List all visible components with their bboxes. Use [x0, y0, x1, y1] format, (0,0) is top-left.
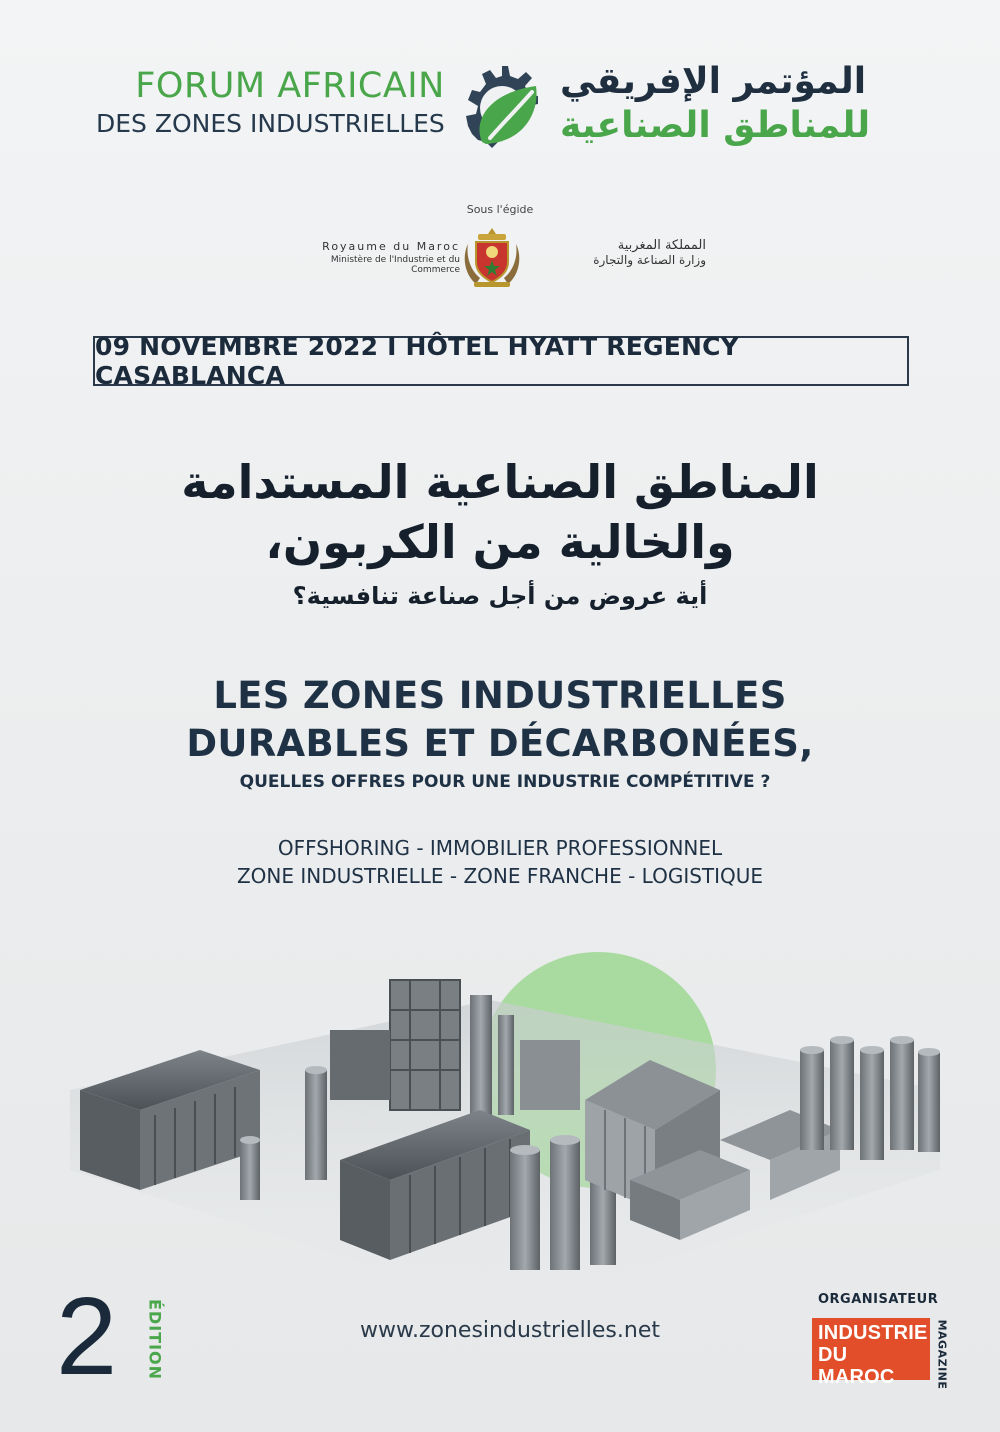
ministry-name-ar: وزارة الصناعة والتجارة	[593, 253, 706, 267]
forum-name-ar-line2: للمناطق الصناعية	[560, 105, 871, 146]
theme-ar-line2: والخالية من الكربون،	[265, 515, 735, 569]
organizer-magazine-label: MAGAZINE	[935, 1319, 949, 1390]
forum-name-fr-line2: DES ZONES INDUSTRIELLES	[96, 109, 445, 138]
kingdom-fr: Royaume du Maroc	[322, 240, 460, 253]
theme-ar	[100, 452, 900, 616]
theme-fr-line1: LES ZONES INDUSTRIELLES	[213, 674, 787, 717]
organizer-name-line1: INDUSTRIE	[818, 1322, 928, 1344]
theme-fr-line2: DURABLES ET DÉCARBONÉES,	[186, 722, 814, 765]
organizer-label: ORGANISATEUR	[818, 1292, 939, 1307]
organizer-logo	[812, 1318, 930, 1388]
forum-name-fr	[96, 66, 445, 140]
ministry-name-fr: Ministère de l'Industrie et du Commerce	[330, 255, 460, 275]
edition-label: ÉDITION	[145, 1298, 165, 1381]
topics	[0, 834, 1000, 890]
forum-name-ar-line1: المؤتمر الإفريقي	[560, 61, 867, 102]
theme-ar-line1: المناطق الصناعية المستدامة	[181, 455, 819, 509]
gear-leaf-logo-icon	[452, 58, 552, 158]
date-venue-box: 09 NOVEMBRE 2022 I HÔTEL HYATT REGENCY CASABLANCA	[93, 336, 909, 386]
ministry-ar	[526, 238, 706, 267]
coat-of-arms-icon	[464, 226, 520, 288]
ministry-fr	[280, 240, 460, 275]
topics-line2: ZONE INDUSTRIELLE - ZONE FRANCHE - LOGISTIQUE	[236, 864, 764, 888]
topics-line1: OFFSHORING - IMMOBILIER PROFESSIONNEL	[277, 836, 723, 860]
theme-fr	[0, 672, 1000, 792]
kingdom-ar: المملكة المغربية	[617, 238, 706, 253]
theme-fr-subtitle: QUELLES OFFRES POUR UNE INDUSTRIE COMPÉTITIVE ?	[239, 772, 771, 792]
patronage-label: Sous l'égide	[466, 203, 534, 216]
organizer-name-line2: DU MAROC	[818, 1344, 895, 1388]
website-url[interactable]: www.zonesindustrielles.net	[360, 1318, 660, 1343]
theme-ar-subtitle: أية عروض من أجل صناعة تنافسية؟	[292, 582, 708, 610]
right-silo-cluster	[800, 1036, 940, 1160]
industrial-zone-illustration	[60, 940, 960, 1320]
forum-name-fr-line1: FORUM AFRICAIN	[135, 66, 445, 106]
forum-name-ar	[560, 60, 920, 148]
edition-number: 2	[56, 1275, 118, 1398]
